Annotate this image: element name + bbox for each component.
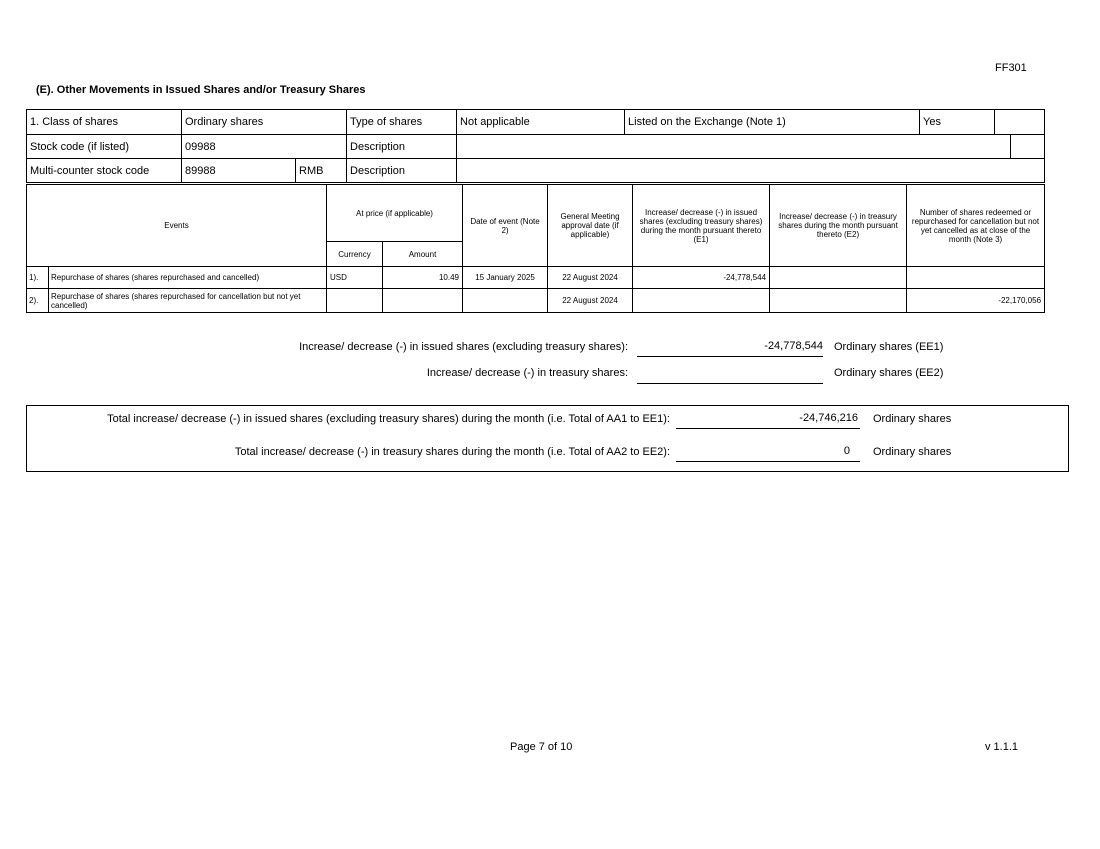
e1-header: Increase/ decrease (-) in issued shares (excluding treasury shares) during the month pursuant thereto (E1) (633, 185, 770, 267)
total-treasury-label: Total increase/ decrease (-) in treasury shares during the month (i.e. Total of AA2 to EE2): (234, 446, 670, 458)
row-gm-date: 22 August 2024 (548, 289, 633, 313)
ee1-label: Increase/ decrease (-) in issued shares (excluding treasury shares): (299, 341, 628, 353)
events-header: Events (27, 185, 327, 267)
multi-counter-description-label: Description (347, 159, 457, 183)
section-title: (E). Other Movements in Issued Shares and/or Treasury Shares (36, 84, 366, 96)
description-value (457, 135, 1011, 159)
stock-code-row (27, 135, 1045, 159)
ee1-value: -24,778,544 (637, 340, 823, 357)
row-event: Repurchase of shares (shares repurchased for cancellation but not yet cancelled) (49, 289, 327, 313)
row-date (463, 289, 548, 313)
total-treasury-value: 0 (676, 445, 860, 462)
row-gm-date: 22 August 2024 (548, 267, 633, 289)
stock-code-value: 09988 (182, 135, 347, 159)
listed-extra-cell (995, 110, 1045, 135)
ee2-unit: Ordinary shares (EE2) (834, 367, 944, 379)
e2-header: Increase/ decrease (-) in treasury shares during the month pursuant thereto (E2) (770, 185, 907, 267)
total-issued-unit: Ordinary shares (873, 413, 952, 425)
row-e2 (770, 267, 907, 289)
ee1-unit: Ordinary shares (EE1) (834, 341, 944, 353)
row-note3 (907, 267, 1045, 289)
listed-value: Yes (920, 110, 995, 135)
total-issued-value: -24,746,216 (676, 412, 860, 429)
row-e1 (633, 289, 770, 313)
type-value: Not applicable (457, 110, 625, 135)
events-table (26, 184, 1045, 313)
listed-label: Listed on the Exchange (Note 1) (625, 110, 920, 135)
table-row (27, 267, 1045, 289)
multi-counter-label: Multi-counter stock code (27, 159, 182, 183)
form-code: FF301 (995, 62, 1027, 74)
row-currency (327, 289, 383, 313)
class-value: Ordinary shares (182, 110, 347, 135)
date-of-event-header: Date of event (Note 2) (463, 185, 548, 267)
row-amount (383, 289, 463, 313)
row-note3: -22,170,056 (907, 289, 1045, 313)
version-label: v 1.1.1 (985, 741, 1019, 753)
class-label: 1. Class of shares (27, 110, 182, 135)
multi-counter-currency: RMB (296, 159, 347, 183)
type-label: Type of shares (347, 110, 457, 135)
row-event: Repurchase of shares (shares repurchased and cancelled) (49, 267, 327, 289)
ee2-label: Increase/ decrease (-) in treasury shares: (426, 367, 628, 379)
gm-approval-header: General Meeting approval date (if applicable) (548, 185, 633, 267)
row-index: 2). (27, 289, 49, 313)
note3-header: Number of shares redeemed or repurchased for cancellation but not yet cancelled as at close of the month (Note 3) (907, 185, 1045, 267)
events-header-row (27, 185, 1045, 242)
description-extra-cell (1011, 135, 1045, 159)
multi-counter-row (27, 159, 1045, 183)
multi-counter-description-value (457, 159, 1045, 183)
row-e2 (770, 289, 907, 313)
share-info-table (26, 109, 1045, 183)
row-currency: USD (327, 267, 383, 289)
row-amount: 10.49 (383, 267, 463, 289)
page-number: Page 7 of 10 (510, 741, 573, 753)
table-row (27, 289, 1045, 313)
stock-code-label: Stock code (if listed) (27, 135, 182, 159)
row-e1: -24,778,544 (633, 267, 770, 289)
total-treasury-unit: Ordinary shares (873, 446, 952, 458)
ee2-value (637, 366, 823, 384)
currency-header: Currency (327, 242, 383, 267)
class-row (27, 110, 1045, 135)
total-issued-label: Total increase/ decrease (-) in issued shares (excluding treasury shares) during the month (i.e. Total of AA1 to EE1): (107, 413, 670, 425)
at-price-header: At price (if applicable) (327, 185, 463, 242)
row-date: 15 January 2025 (463, 267, 548, 289)
row-index: 1). (27, 267, 49, 289)
amount-header: Amount (383, 242, 463, 267)
multi-counter-value: 89988 (182, 159, 296, 183)
description-label: Description (347, 135, 457, 159)
